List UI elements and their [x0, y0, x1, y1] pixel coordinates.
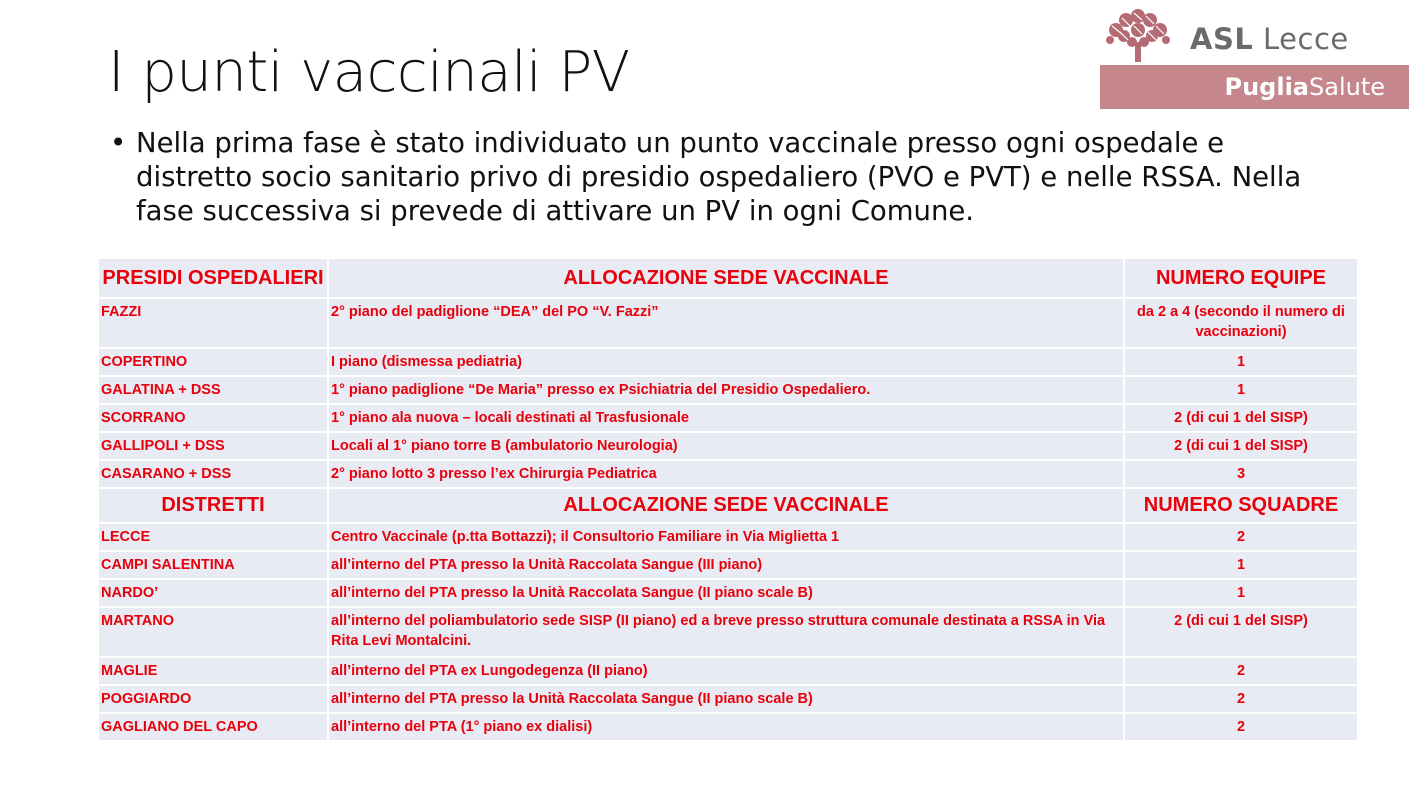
logo-top — [1100, 8, 1409, 64]
row-location: Locali al 1° piano torre B (ambulatorio Neurologia) — [328, 432, 1124, 460]
bullet-text: Nella prima fase è stato individuato un punto vaccinale presso ogni ospedale e distretto socio sanitario privo di presidio ospedaliero (PVO e PVT) e nelle RSSA. Nella fase successiva si prevede di attivare un PV in ogni Comune. — [136, 127, 1302, 227]
row-count: 2 (di cui 1 del SISP) — [1124, 432, 1358, 460]
table-row — [98, 460, 1358, 488]
vaccination-points-table — [97, 257, 1359, 742]
logo-asl-text: ASL Lecce — [1190, 22, 1349, 56]
asl-lecce-logo — [1100, 8, 1409, 109]
bullet-dot: • — [110, 127, 127, 159]
table-row — [98, 376, 1358, 404]
row-name: POGGIARDO — [98, 685, 328, 713]
row-location: 1° piano ala nuova – locali destinati al Trasfusionale — [328, 404, 1124, 432]
table-row — [98, 657, 1358, 685]
row-count: 3 — [1124, 460, 1358, 488]
table-row — [98, 607, 1358, 657]
row-count: 2 — [1124, 685, 1358, 713]
row-location: I piano (dismessa pediatria) — [328, 348, 1124, 376]
row-name: CAMPI SALENTINA — [98, 551, 328, 579]
row-name: SCORRANO — [98, 404, 328, 432]
header-cell: PRESIDI OSPEDALIERI — [98, 258, 328, 298]
row-count: 2 (di cui 1 del SISP) — [1124, 607, 1358, 657]
table-row — [98, 523, 1358, 551]
row-name: GALATINA + DSS — [98, 376, 328, 404]
table-row — [98, 404, 1358, 432]
header-row-distretti — [98, 488, 1358, 523]
row-location: all’interno del PTA presso la Unità Raccolata Sangue (III piano) — [328, 551, 1124, 579]
tree-icon — [1102, 8, 1174, 64]
row-name: LECCE — [98, 523, 328, 551]
row-count: 1 — [1124, 348, 1358, 376]
header-cell: NUMERO EQUIPE — [1124, 258, 1358, 298]
row-name: CASARANO + DSS — [98, 460, 328, 488]
slide-title: I punti vaccinali PV — [108, 40, 630, 105]
row-name: GAGLIANO DEL CAPO — [98, 713, 328, 741]
row-location: 2° piano del padiglione “DEA” del PO “V. Fazzi” — [328, 298, 1124, 348]
header-cell: DISTRETTI — [98, 488, 328, 523]
row-count: 2 — [1124, 713, 1358, 741]
row-count: da 2 a 4 (secondo il numero di vaccinazioni) — [1124, 298, 1358, 348]
header-cell: ALLOCAZIONE SEDE VACCINALE — [328, 258, 1124, 298]
header-cell: NUMERO SQUADRE — [1124, 488, 1358, 523]
row-name: FAZZI — [98, 298, 328, 348]
bullet-paragraph — [110, 126, 1310, 228]
table-row — [98, 551, 1358, 579]
row-location: all’interno del PTA (1° piano ex dialisi) — [328, 713, 1124, 741]
row-name: COPERTINO — [98, 348, 328, 376]
row-location: 1° piano padiglione “De Maria” presso ex Psichiatria del Presidio Ospedaliero. — [328, 376, 1124, 404]
row-location: all’interno del PTA presso la Unità Raccolata Sangue (II piano scale B) — [328, 579, 1124, 607]
logo-band: PugliaSalute — [1100, 65, 1409, 109]
row-count: 1 — [1124, 579, 1358, 607]
table-row — [98, 348, 1358, 376]
row-count: 2 (di cui 1 del SISP) — [1124, 404, 1358, 432]
row-location: all’interno del PTA ex Lungodegenza (II piano) — [328, 657, 1124, 685]
row-count: 1 — [1124, 376, 1358, 404]
table-row — [98, 685, 1358, 713]
header-cell: ALLOCAZIONE SEDE VACCINALE — [328, 488, 1124, 523]
row-location: all’interno del PTA presso la Unità Raccolata Sangue (II piano scale B) — [328, 685, 1124, 713]
row-count: 2 — [1124, 657, 1358, 685]
table-row — [98, 713, 1358, 741]
row-name: MARTANO — [98, 607, 328, 657]
row-name: MAGLIE — [98, 657, 328, 685]
header-row-presidi — [98, 258, 1358, 298]
row-location: 2° piano lotto 3 presso l’ex Chirurgia Pediatrica — [328, 460, 1124, 488]
row-location: all’interno del poliambulatorio sede SISP (II piano) ed a breve presso struttura comunale destinata a RSSA in Via Rita Levi Montalcini. — [328, 607, 1124, 657]
table-row — [98, 298, 1358, 348]
table-row — [98, 579, 1358, 607]
row-name: NARDO’ — [98, 579, 328, 607]
row-location: Centro Vaccinale (p.tta Bottazzi); il Consultorio Familiare in Via Miglietta 1 — [328, 523, 1124, 551]
row-count: 1 — [1124, 551, 1358, 579]
row-name: GALLIPOLI + DSS — [98, 432, 328, 460]
table-row — [98, 432, 1358, 460]
row-count: 2 — [1124, 523, 1358, 551]
